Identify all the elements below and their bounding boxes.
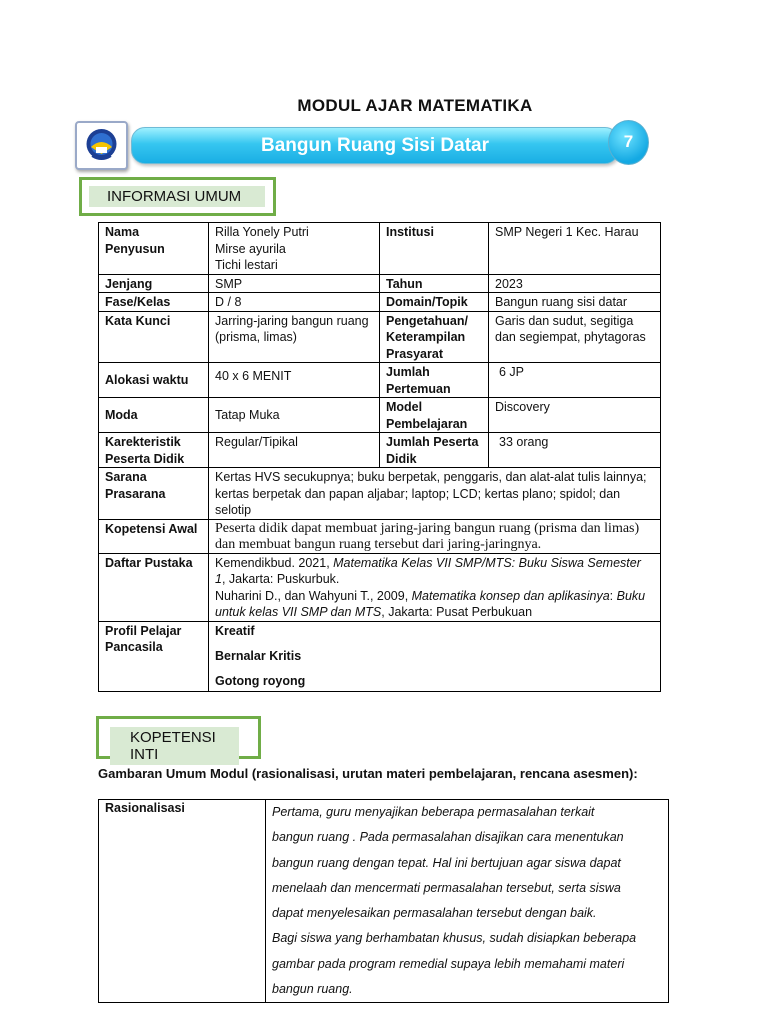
jumlah-pertemuan-value: 6 JP <box>489 363 661 398</box>
pengetahuan-label: Pengetahuan/ Keterampilan Prasyarat <box>380 311 489 363</box>
section-kopetensi-inti-label: KOPETENSI INTI <box>110 727 239 765</box>
sarana-label: Sarana Prasarana <box>99 468 209 520</box>
section-informasi-umum-label: INFORMASI UMUM <box>89 186 265 207</box>
profil-item: Bernalar Kritis <box>215 648 302 663</box>
pengetahuan-value: Garis dan sudut, segitiga dan segiempat, phytagoras <box>489 311 661 363</box>
jenjang-label: Jenjang <box>99 274 209 293</box>
table-row <box>99 223 661 275</box>
fase-kelas-label: Fase/Kelas <box>99 293 209 312</box>
document-title: MODUL AJAR MATEMATIKA <box>297 96 533 115</box>
jumlah-peserta-value: 33 orang <box>489 433 661 468</box>
karakteristik-label: Karekteristik Peserta Didik <box>99 433 209 468</box>
alokasi-waktu-value: 40 x 6 MENIT <box>209 363 380 398</box>
author-name: Rilla Yonely Putri <box>215 225 309 239</box>
tut-wuri-logo <box>75 121 128 170</box>
table-row <box>99 800 669 1003</box>
model-pembelajaran-label: Model Pembelajaran <box>380 398 489 433</box>
kopetensi-awal-value: Peserta didik dapat membuat jaring-jaring bangun ruang (prisma dan limas) dan membuat bangun ruang tersebut dari jaring-jaringnya. <box>209 519 661 553</box>
chapter-number-badge: 7 <box>608 120 649 165</box>
institusi-label: Institusi <box>380 223 489 275</box>
table-row <box>99 293 661 312</box>
table-row <box>99 433 661 468</box>
kata-kunci-label: Kata Kunci <box>99 311 209 363</box>
profil-pelajar-value <box>209 621 661 691</box>
rasionalisasi-label: Rasionalisasi <box>99 800 266 1003</box>
model-pembelajaran-value: Discovery <box>489 398 661 433</box>
profil-pelajar-label: Profil Pelajar Pancasila <box>99 621 209 691</box>
sarana-value: Kertas HVS secukupnya; buku berpetak, penggaris, dan alat-alat tulis lainnya; kertas berpetak dan papan aljabar; laptop; LCD; kertas plano; spidol; dan selotip <box>209 468 661 520</box>
table-row <box>99 553 661 621</box>
tut-wuri-emblem-icon <box>77 123 126 168</box>
table-row <box>99 468 661 520</box>
jumlah-pertemuan-label: Jumlah Pertemuan <box>380 363 489 398</box>
nama-penyusun-value <box>209 223 380 275</box>
kata-kunci-value: Jarring-jaring bangun ruang (prisma, limas) <box>209 311 380 363</box>
moda-label: Moda <box>99 398 209 433</box>
author-name: Tichi lestari <box>215 258 278 272</box>
domain-topik-value: Bangun ruang sisi datar <box>489 293 661 312</box>
informasi-umum-table <box>98 222 661 692</box>
alokasi-waktu-label: Alokasi waktu <box>99 363 209 398</box>
author-name: Mirse ayurila <box>215 241 286 256</box>
table-row <box>99 311 661 363</box>
table-row <box>99 363 661 398</box>
jenjang-value: SMP <box>209 274 380 293</box>
reference-item: Kemendikbud. 2021, Matematika Kelas VII SMP/MTS: Buku Siswa Semester 1, Jakarta: Puskurbuk. <box>215 555 641 586</box>
profil-item: Gotong royong <box>215 673 306 688</box>
table-row <box>99 519 661 553</box>
table-row <box>99 621 661 691</box>
daftar-pustaka-value <box>209 553 661 621</box>
profil-item: Kreatif <box>215 623 255 638</box>
kopetensi-awal-label: Kopetensi Awal <box>99 519 209 553</box>
karakteristik-value: Regular/Tipikal <box>209 433 380 468</box>
tahun-value: 2023 <box>489 274 661 293</box>
daftar-pustaka-label: Daftar Pustaka <box>99 553 209 621</box>
gambaran-umum-heading: Gambaran Umum Modul (rasionalisasi, urutan materi pembelajaran, rencana asesmen): <box>98 766 638 781</box>
table-row <box>99 398 661 433</box>
moda-value: Tatap Muka <box>209 398 380 433</box>
reference-item: Nuharini D., dan Wahyuni T., 2009, Matematika konsep dan aplikasinya: Buku untuk kelas VII SMP dan MTS, Jakarta: Pusat Perbukuan <box>215 588 646 619</box>
section-kopetensi-inti <box>96 716 261 763</box>
tahun-label: Tahun <box>380 274 489 293</box>
rasionalisasi-table <box>98 799 669 1003</box>
rasionalisasi-text: Pertama, guru menyajikan beberapa permasalahan terkait bangun ruang . Pada permasalahan disajikan cara menentukan bangun ruang dengan tepat. Hal ini bertujuan agar siswa dapat menelaah dan mencermati permasalahan tersebut, serta siswa dapat menyelesaikan permasalahan tersebut dengan baik. Bagi siswa yang berhambatan khusus, sudah disiapkan beberapa gambar pada program remedial supaya lebih memahami materi bangun ruang. <box>266 800 669 1003</box>
table-row <box>99 274 661 293</box>
institusi-value: SMP Negeri 1 Kec. Harau <box>489 223 661 275</box>
fase-kelas-value: D / 8 <box>209 293 380 312</box>
nama-penyusun-label: Nama Penyusun <box>99 223 209 275</box>
module-banner: Bangun Ruang Sisi Datar <box>131 127 619 164</box>
jumlah-peserta-label: Jumlah Peserta Didik <box>380 433 489 468</box>
domain-topik-label: Domain/Topik <box>380 293 489 312</box>
section-informasi-umum <box>79 177 276 216</box>
